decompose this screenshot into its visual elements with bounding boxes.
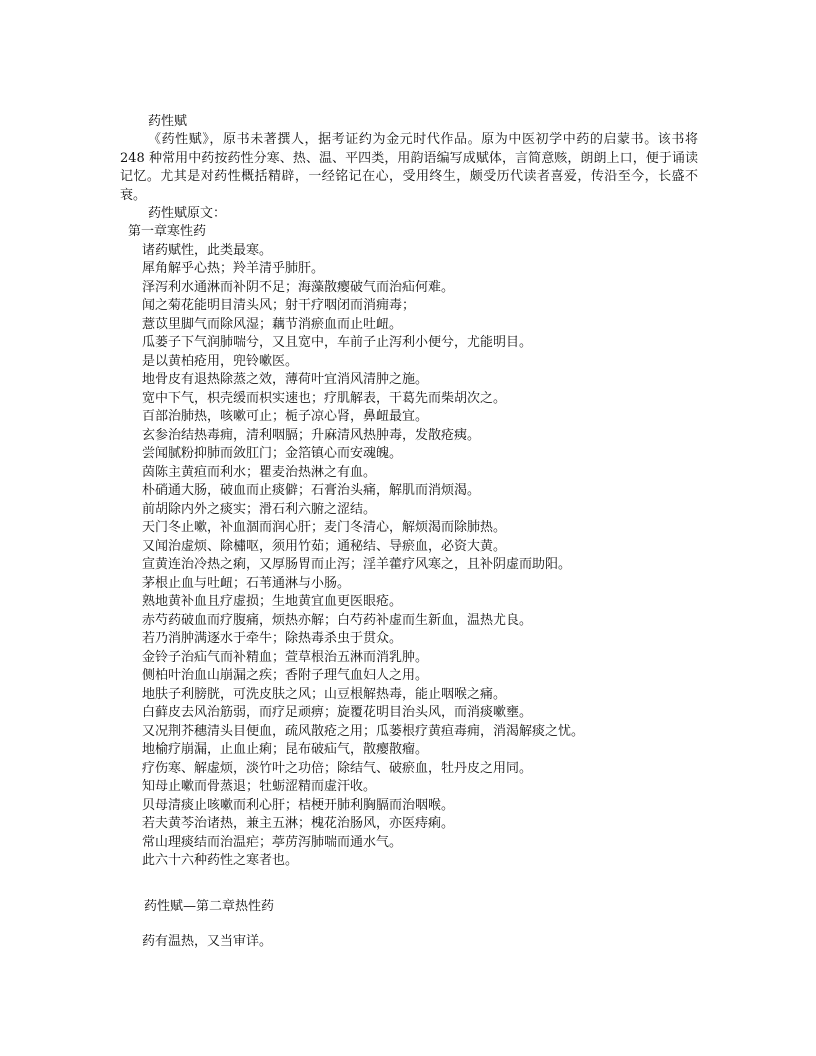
chapter-2-first-line: 药有温热，又当审详。 bbox=[142, 934, 273, 949]
verse-line: 地肤子利膀胱，可洗皮肤之风；山豆根解热毒，能止咽喉之痛。 bbox=[142, 686, 507, 702]
verse-line: 朴硝通大肠，破血而止痰僻；石膏治头痛，解肌而消烦渴。 bbox=[142, 483, 481, 498]
verse-line: 知母止嗽而骨蒸退；牡蛎涩精而虚汗收。 bbox=[142, 779, 377, 794]
intro-paragraph: 《药性赋》，原书未著撰人，据考证约为金元时代作品。原为中医初学中药的启蒙书。该书将 248 种常用中药按药性分寒、热、温、平四类，用韵语编写成赋体，言简意赅，朗朗上口，便于诵读记忆。尤其是对药性概括精辟，一经铭记在心，受用终生，颇受历代读者喜爱，传沿至今，长盛不衰。 bbox=[120, 132, 698, 203]
verse-line: 若夫黄芩治诸热，兼主五淋；槐花治肠风，亦医痔痢。 bbox=[142, 816, 455, 831]
verse-line: 贝母清痰止咳嗽而利心肝；桔梗开肺利胸膈而治咽喉。 bbox=[142, 797, 455, 813]
verse-line: 宽中下气，枳壳缓而枳实速也；疗肌解表，干葛先而柴胡次之。 bbox=[142, 390, 507, 406]
verse-line: 赤芍药破血而疗腹痛，烦热亦解；白芍药补虚而生新血，温热尤良。 bbox=[142, 612, 533, 628]
verse-line: 瓜蒌子下气润肺喘兮，又且宽中，车前子止泻利小便兮，尤能明目。 bbox=[142, 335, 533, 350]
verse-list bbox=[120, 223, 584, 871]
verse-line: 疗伤寒、解虚烦，淡竹叶之功倍；除结气、破瘀血，牡丹皮之用同。 bbox=[142, 760, 533, 776]
verse-line: 常山理痰结而治温疟；葶苈泻肺喘而通水气。 bbox=[142, 834, 403, 850]
verse-line: 茅根止血与吐衄；石苇通淋与小肠。 bbox=[142, 575, 351, 591]
verse-line: 宣黄连治冷热之痢，又厚肠胃而止泻；淫羊藿疗风寒之，且补阴虚而助阳。 bbox=[142, 557, 572, 572]
verse-line: 又况荆芥穗清头目便血，疏风散疮之用；瓜蒌根疗黄疸毒痈，消渴解痰之忧。 bbox=[142, 723, 585, 739]
original-text-heading: 药性赋原文： bbox=[148, 206, 227, 221]
verse-line: 又闻治虚烦、除橚呕，须用竹茹；通秘结、导瘀血，必资大黄。 bbox=[142, 538, 507, 554]
verse-line: 地榆疗崩漏，止血止痢；昆布破疝气，散瘿散瘤。 bbox=[142, 742, 429, 757]
verse-line: 侧柏叶治血山崩漏之疾；香附子理气血妇人之用。 bbox=[142, 668, 429, 683]
verse-line: 薏苡里脚气而除风湿；藕节消瘀血而止吐衄。 bbox=[142, 316, 403, 332]
verse-line: 金铃子治疝气而补精血；萱草根治五淋而消乳肿。 bbox=[142, 649, 429, 665]
verse-line: 百部治肺热，咳嗽可止；栀子凉心肾，鼻衄最宜。 bbox=[142, 409, 429, 424]
verse-line: 此六十六种药性之寒者也。 bbox=[142, 853, 299, 868]
verse-line: 诸药赋性，此类最寒。 bbox=[142, 242, 273, 258]
verse-line: 前胡除内外之痰实；滑石利六腑之涩结。 bbox=[142, 501, 377, 517]
verse-line: 犀角解乎心热；羚羊清乎肺肝。 bbox=[142, 261, 325, 276]
document-title: 药性赋 bbox=[148, 114, 188, 129]
verse-line: 玄参治结热毒痈，清利咽膈；升麻清风热肿毒，发散疮痍。 bbox=[142, 427, 481, 443]
verse-line: 是以黄柏疮用，兜铃嗽医。 bbox=[142, 353, 299, 369]
verse-line: 若乃消肿满逐水于牵牛；除热毒杀虫于贯众。 bbox=[142, 631, 403, 646]
chapter-2-heading: 药性赋—第二章热性药 bbox=[144, 899, 275, 914]
verse-line: 泽泻利水通淋而补阴不足；海藻散瘿破气而治疝何难。 bbox=[142, 279, 455, 295]
verse-line: 闻之菊花能明目清头风；射干疗咽闭而消痈毒； bbox=[142, 298, 416, 313]
verse-line: 尝闻腻粉抑肺而敛肛门；金箔镇心而安魂魄。 bbox=[142, 446, 403, 461]
verse-line: 天门冬止嗽，补血涸而润心肝；麦门冬清心，解烦渴而除肺热。 bbox=[142, 520, 507, 535]
verse-line: 地骨皮有退热除蒸之效，薄荷叶宜消风清肿之施。 bbox=[142, 372, 429, 387]
chapter-1-title: 第一章寒性药 bbox=[128, 224, 207, 239]
verse-line: 熟地黄补血且疗虚损；生地黄宜血更医眼疮。 bbox=[142, 594, 403, 609]
verse-line: 茵陈主黄疸而利水；瞿麦治热淋之有血。 bbox=[142, 464, 377, 480]
verse-line: 白藓皮去风治筋弱，而疗足顽痹；旋覆花明目治头风，而消痰嗽壅。 bbox=[142, 705, 533, 720]
